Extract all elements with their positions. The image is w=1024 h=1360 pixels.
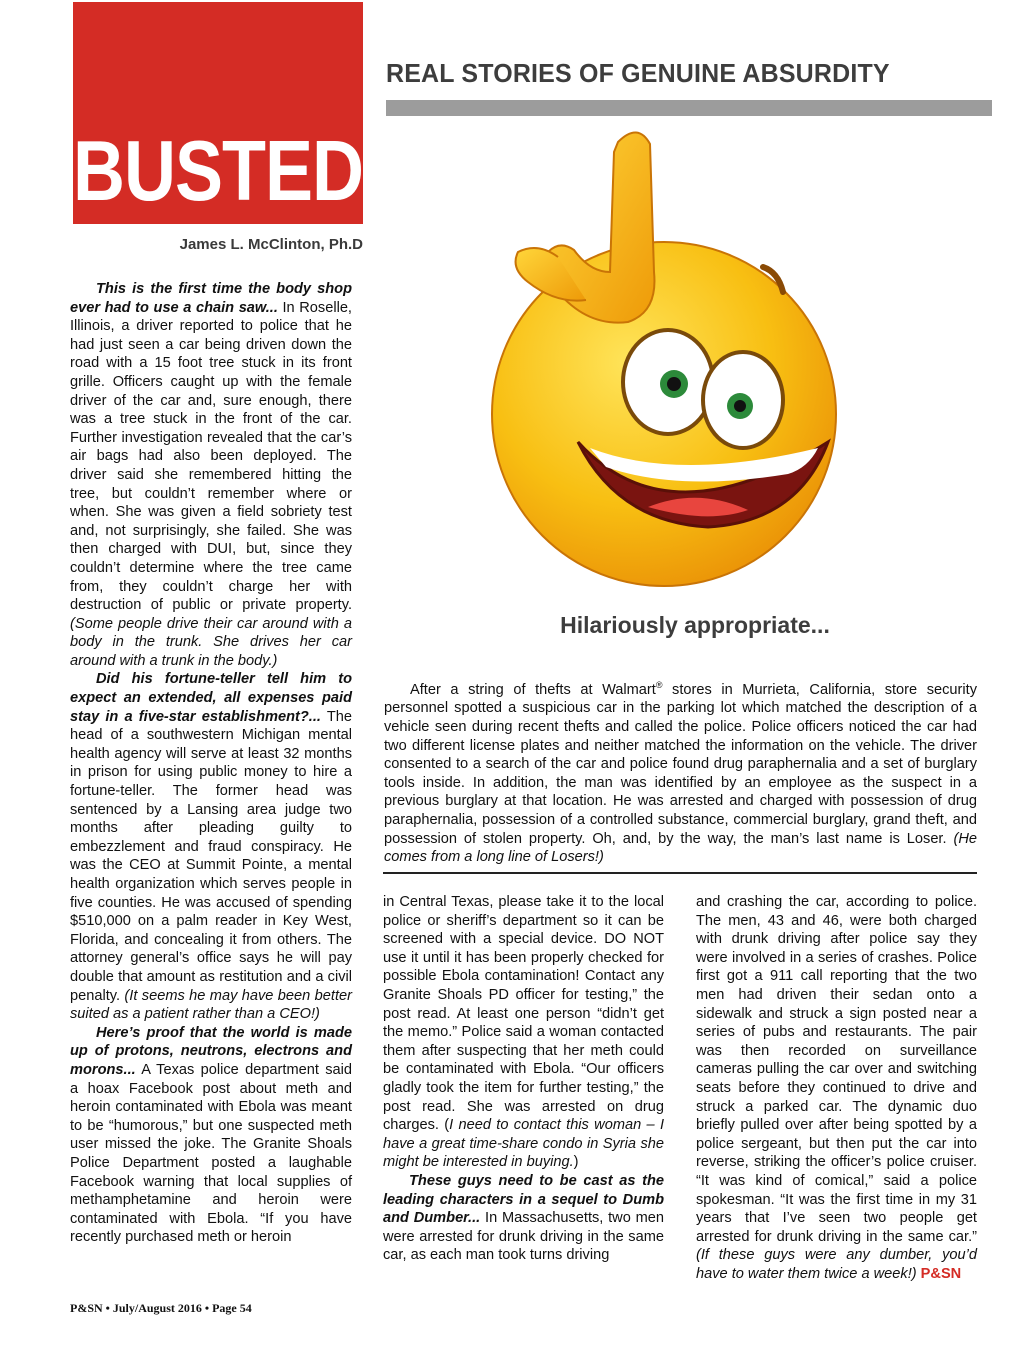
story-quip: (Some people drive their car around with a body in the trunk. She drives her car around with a trunk in the body.)	[70, 615, 352, 669]
story-body: stores in Murrieta, California, store security personnel spotted a suspicious car in the parking lot which matched the description of a vehicle seen during recent thefts and called the police. Police officers noticed the car had two different license plates and neither matched the information on the vehicle. The driver consented to a search of the car and police found drug paraphernalia and a set of burglary tools inside. In addition, the man was identified by an employee as the suspect in a previous burglary at that location. He was arrested and charged with possession of drug paraphernalia, possession of a controlled substance, commercial burglary, grand theft, and possession of stolen property. Oh, and, by the way, the man’s last name is Loser.	[384, 681, 977, 847]
story-body: and crashing the car, according to police. The men, 43 and 46, were both charged with drunk driving after police say they were involved in a series of crashes. Police first got a 911 call reporting that the two men had driven their sedan onto a sidewalk and struck a sign posted near a series of pubs and restaurants. The pair was then recorded on surveillance cameras pulling the car over and switching seats before they continued to drive and struck a parked car. The dynamic duo briefly pulled over after being spotted by a police sergeant, but then put the car into reverse, striking the officer’s police cruiser. “It was kind of comical,” said a police spokesman. “It was the first time in my 31 years that I’ve seen two people get arrested for drunk driving in the same car.”	[696, 894, 977, 1245]
story-ebola-meth	[70, 1024, 352, 1247]
page-footer: P&SN • July/August 2016 • Page 54	[70, 1301, 252, 1315]
signoff-logo: P&SN	[916, 1265, 962, 1282]
walmart-story	[384, 676, 977, 867]
byline: James L. McClinton, Ph.D	[179, 236, 363, 253]
story-heading: Did his fortune-teller tell him to expect an extended, all expenses paid stay in a five-star establishment?...	[70, 671, 352, 725]
paren-close: )	[573, 1154, 579, 1171]
story-heading: These guys need to be cast as the leading characters in a sequel to Dumb and Dumber...	[383, 1172, 664, 1227]
story-body: In Roselle, Illinois, a driver reported to police that he had just seen a car being driven down the road with a 15 foot tree stuck in its front grille. Officers caught up with the female driver of the car and, sure enough, there was a tree stuck in the front of the car. Further investigation revealed that the car’s air bags had also been deployed. The driver said she remembered hitting the tree, but couldn’t remember where or when. She was given a field sobriety test and, not surprisingly, she failed. She was then charged with DUI, but, since they couldn’t determine where the tree came from, they couldn’t charge her with destruction of public or private property.	[70, 299, 352, 614]
story-quip: (If these guys were any dumber, you’d have to water them twice a week!)	[696, 1247, 977, 1282]
story-walmart	[384, 676, 977, 867]
story-quip: (It seems he may have been better suited as a patient rather than a CEO!)	[70, 987, 352, 1023]
story-body: A Texas police department said a hoax Facebook post about meth and heroin contaminated with Ebola was meant to be “humorous,” but one suspected meth user missed the joke. The Granite Shoals Police Department posted a laughable Facebook warning that local supplies of methamphetamine and heroin were contaminated with Ebola. “If you have recently purchased meth or heroin	[70, 1061, 352, 1246]
page-headline: REAL STORIES OF GENUINE ABSURDITY	[386, 58, 890, 88]
story-body: After a string of thefts at Walmart	[410, 681, 656, 698]
middle-column	[383, 893, 664, 1265]
story-quip: I need to contact this woman – I have a great time-share condo in Syria she might be interested in buying.	[383, 1117, 664, 1171]
story-body: In Massachusetts, two men were arrested for drunk driving in the same car, as each man took turns driving	[383, 1210, 664, 1264]
story-quip: (He comes from a long line of Losers!)	[384, 830, 977, 866]
headline-bar	[386, 100, 992, 116]
image-caption: Hilariously appropriate...	[560, 612, 830, 638]
story-ebola-meth-continued	[383, 893, 664, 1172]
story-body: The head of a southwestern Michigan mental health agency will serve at least 32 months in prison for using public money to hire a fortune-teller. The former head was sentenced by a Lansing area judge two months after pleading guilty to embezzlement and fraud conspiracy. He was the CEO at Summit Pointe, a mental health organization which serves people in five counties. He was accused of spending $510,000 on a palm reader in Key West, Florida, and concealing it from others. The attorney general’s office says he will pay double that amount as restitution and a civil penalty.	[70, 708, 352, 1004]
story-fortune-teller	[70, 670, 352, 1023]
story-dumb-and-dumber	[383, 1172, 664, 1265]
section-divider	[383, 872, 977, 874]
story-heading: This is the first time the body shop ever had to use a chain saw...	[70, 281, 352, 316]
story-body: in Central Texas, please take it to the local police or sheriff’s department so it can be screened with a special device. DO NOT use it until it has been properly checked for possible Ebola contamination! Contact any Granite Shoals PD officer for testing,” the post read. At least one person “didn’t get the memo.” Police said a woman contacted them after suspecting that her meth could be contaminated with Ebola. “Our officers gladly took the item for further testing,” the post read. She was arrested on drug charges. (	[383, 894, 664, 1134]
left-column	[70, 280, 352, 1247]
right-column	[696, 893, 977, 1283]
story-dumb-and-dumber-continued	[696, 893, 977, 1283]
busted-banner	[73, 2, 386, 224]
busted-title: BUSTED!	[73, 124, 386, 219]
registered-mark: ®	[655, 680, 663, 690]
loser-emoji-icon	[478, 122, 850, 612]
story-heading: Here’s proof that the world is made up of protons, neutrons, electrons and morons...	[70, 1024, 352, 1078]
story-chainsaw	[70, 280, 352, 670]
